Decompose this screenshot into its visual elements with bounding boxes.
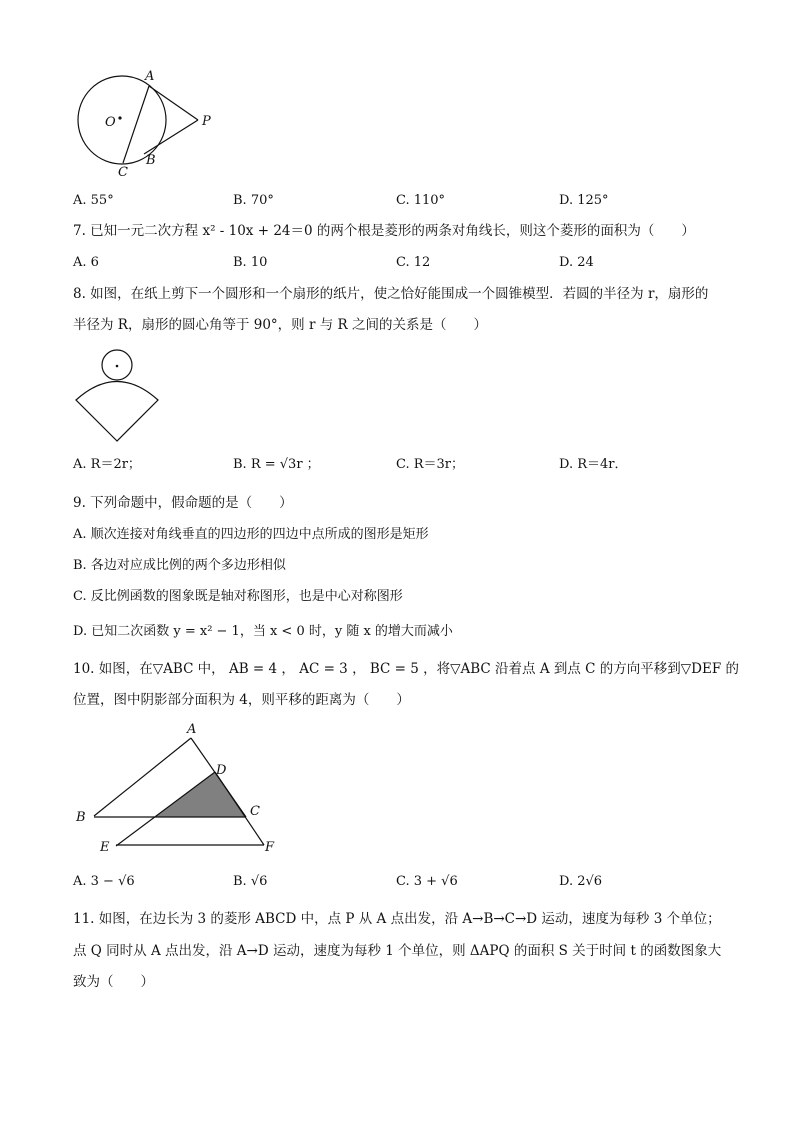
q7-stem: 7. 已知一元二次方程 x² - 10x + 24＝0 的两个根是菱形的两条对角线长，则这个菱形的面积为（ ） (73, 223, 695, 239)
q7-option-d: D. 24 (559, 255, 594, 270)
q6-option-c: C. 110° (396, 193, 446, 208)
q11-stem-line1: 11. 如图，在边长为 3 的菱形 ABCD 中，点 P 从 A 点出发，沿 A→B→C→D 运动，速度为每秒 3 个单位； (73, 911, 721, 927)
q6-label-o: O (105, 115, 116, 130)
q11-stem-line2: 点 Q 同时从 A 点出发，沿 A→D 运动，速度为每秒 1 个单位，则 ΔAPQ 的面积 S 关于时间 t 的函数图象大 (73, 943, 722, 959)
q6-label-c: C (118, 165, 128, 180)
q8-circle-center (116, 365, 119, 368)
q8-option-a: A. R＝2r； (73, 457, 141, 472)
q8-option-b: B. R = √3r ； (233, 457, 320, 472)
q11-stem-line3: 致为（ ） (73, 974, 154, 990)
q6-tangent-pa (149, 86, 198, 120)
q6-label-b: B (146, 153, 156, 168)
q10-label-d: D (216, 763, 227, 778)
q8-figure (70, 345, 170, 445)
q8-stem-line2: 半径为 R，扇形的圆心角等于 90°，则 r 与 R 之间的关系是（ ） (73, 317, 487, 333)
q10-label-e: E (100, 840, 110, 855)
q6-tangent-pb (144, 120, 198, 154)
q9-option-d: D. 已知二次函数 y = x² − 1，当 x < 0 时，y 随 x 的增大而减小 (73, 624, 453, 639)
q8-option-c: C. R＝3r； (396, 457, 465, 472)
q6-center-dot (118, 116, 121, 119)
q10-option-a: A. 3 − √6 (73, 874, 135, 889)
q7-option-a: A. 6 (73, 255, 99, 270)
q10-stem-line1: 10. 如图，在▽ABC 中， AB = 4 ， AC = 3 ， BC = 5 ，将▽ABC 沿着点 A 到点 C 的方向平移到▽DEF 的 (73, 661, 740, 677)
q9-stem: 9. 下列命题中，假命题的是（ ） (73, 495, 293, 511)
q6-label-a: A (145, 69, 155, 84)
q8-sector (76, 382, 158, 442)
q10-option-c: C. 3 + √6 (396, 874, 458, 889)
q9-option-b: B. 各边对应成比例的两个多边形相似 (73, 558, 286, 573)
q10-label-b: B (76, 810, 86, 825)
q9-option-c: C. 反比例函数的图象既是轴对称图形，也是中心对称图形 (73, 589, 403, 604)
q10-label-c: C (250, 804, 260, 819)
q10-figure (70, 720, 290, 860)
q6-option-b: B. 70° (233, 193, 274, 208)
q10-option-b: B. √6 (233, 874, 268, 889)
q6-figure (70, 68, 290, 178)
q7-option-b: B. 10 (233, 255, 268, 270)
q10-stem-line2: 位置，图中阴影部分面积为 4，则平移的距离为（ ） (73, 692, 410, 708)
q10-option-d: D. 2√6 (559, 874, 603, 889)
q6-option-d: D. 125° (559, 193, 609, 208)
q10-label-f: F (265, 840, 275, 855)
q8-stem-line1: 8. 如图，在纸上剪下一个圆形和一个扇形的纸片，使之恰好能围成一个圆锥模型．若圆的半径为 r，扇形的 (73, 286, 709, 302)
q10-shaded-region (154, 772, 246, 817)
q10-label-a: A (187, 722, 197, 737)
q9-option-a: A. 顺次连接对角线垂直的四边形的四边中点所成的图形是矩形 (73, 527, 429, 542)
q6-chord-ac (123, 86, 149, 163)
q7-option-c: C. 12 (396, 255, 431, 270)
q8-option-d: D. R＝4r． (559, 457, 628, 472)
q6-option-a: A. 55° (73, 193, 114, 208)
q6-label-p: P (202, 114, 211, 129)
